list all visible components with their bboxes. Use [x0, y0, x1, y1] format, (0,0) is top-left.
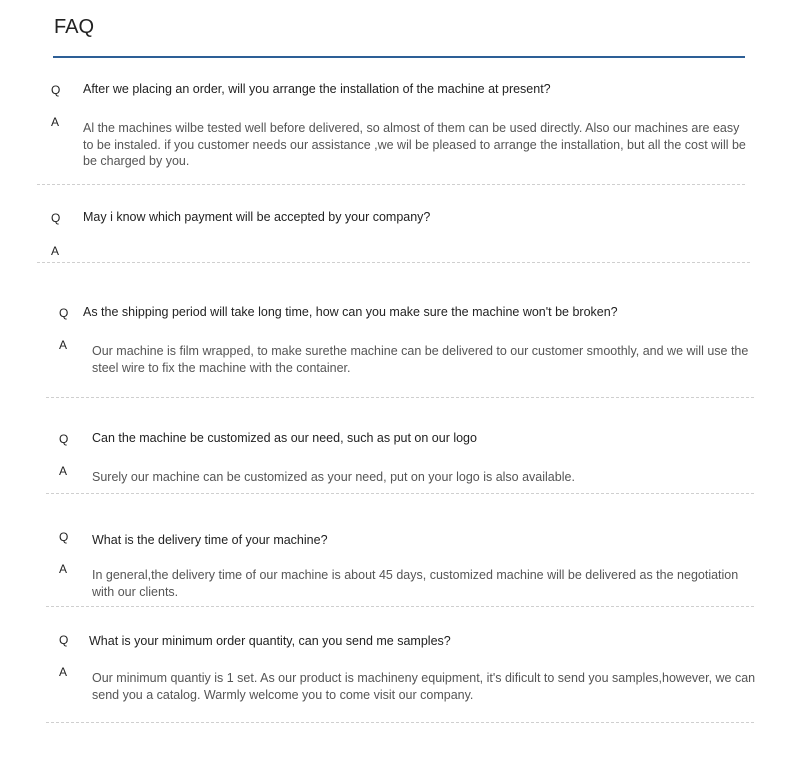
- faq-question-delivery: What is the delivery time of your machine?: [92, 533, 328, 547]
- question-marker: Q: [59, 432, 69, 446]
- faq-question-minimum-order: What is your minimum order quantity, can you send me samples?: [89, 634, 451, 648]
- answer-marker: A: [59, 464, 68, 478]
- question-marker: Q: [59, 306, 69, 320]
- answer-marker: A: [51, 115, 60, 129]
- answer-marker: A: [59, 338, 68, 352]
- page-title: FAQ: [54, 16, 95, 38]
- faq-question-installation: After we placing an order, will you arrange the installation of the machine at present?: [83, 82, 551, 96]
- question-marker: Q: [59, 530, 69, 544]
- faq-answer-delivery: In general,the delivery time of our machine is about 45 days, customized machine will be delivered as the negotiation with our clients.: [92, 568, 739, 599]
- answer-marker: A: [59, 665, 68, 679]
- answer-marker: A: [51, 244, 60, 258]
- faq-answer-shipping: Our machine is film wrapped, to make surethe machine can be delivered to our customer smoothly, and we will use the steel wire to fix the machine with the container.: [92, 344, 749, 375]
- title-underline: [53, 56, 745, 58]
- faq-answer-minimum-order: Our minimum quantiy is 1 set. As our product is machineny equipment, it's dificult to send you samples,however, we can send you a catalog. Warmly welcome you to come visit our company.: [92, 671, 756, 702]
- faq-divider: [46, 606, 754, 607]
- faq-divider: [37, 262, 750, 263]
- faq-divider: [46, 397, 754, 398]
- answer-marker: A: [59, 562, 68, 576]
- question-marker: Q: [59, 633, 69, 647]
- question-marker: Q: [51, 211, 61, 225]
- faq-answer-customization: Surely our machine can be customized as your need, put on your logo is also available.: [92, 470, 575, 484]
- question-marker: Q: [51, 83, 61, 97]
- faq-question-customization: Can the machine be customized as our need, such as put on our logo: [92, 431, 477, 445]
- faq-divider: [37, 184, 745, 185]
- faq-question-shipping: As the shipping period will take long time, how can you make sure the machine won't be broken?: [83, 305, 618, 319]
- faq-divider: [46, 493, 754, 494]
- faq-divider: [46, 722, 754, 723]
- faq-question-payment: May i know which payment will be accepted by your company?: [83, 210, 431, 224]
- faq-answer-installation: Al the machines wilbe tested well before delivered, so almost of them can be used directly. Also our machines are easy to be instaled. if you customer needs our assistance ,we wil be pleased to arrange the installation, but all the cost will be be charged by you.: [83, 121, 746, 168]
